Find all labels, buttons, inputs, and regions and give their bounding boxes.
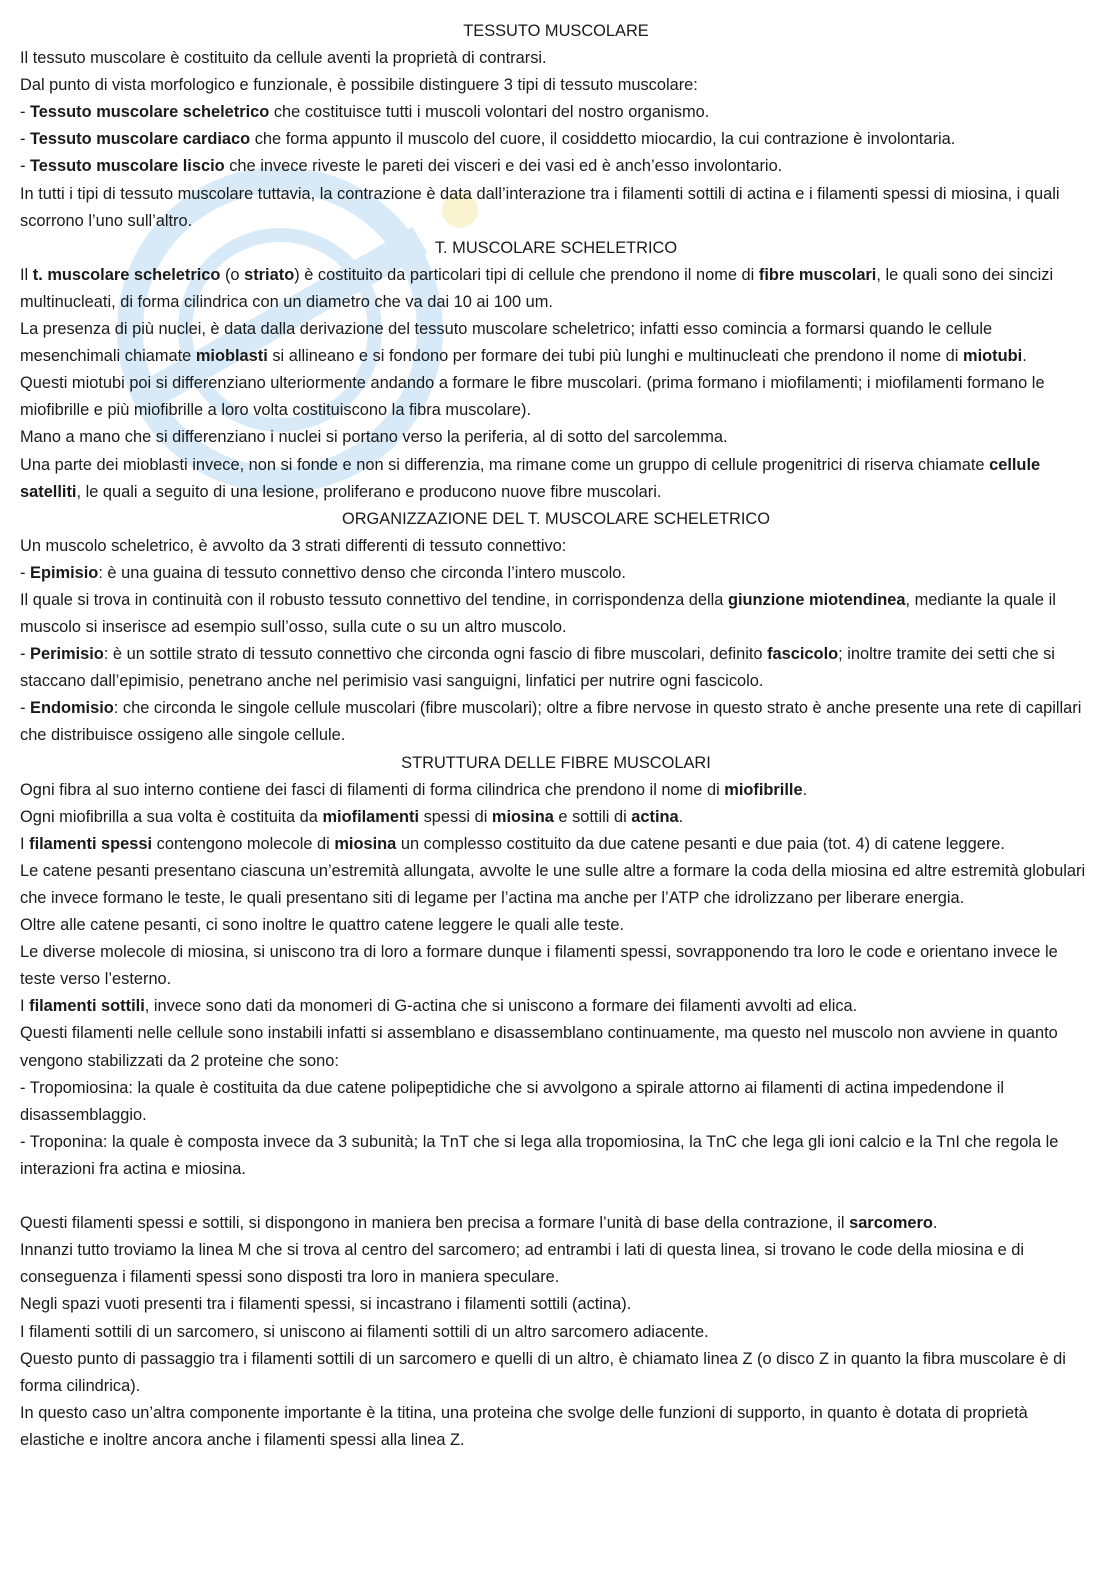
bold-term: sarcomero (849, 1214, 933, 1233)
paragraph (20, 99, 1092, 126)
text-run: - Tropomiosina: la quale è costituita da due catene polipeptidiche che si avvolgono a spirale attorno ai filamenti di actina impedendone il disassemblaggio. (20, 1078, 1005, 1124)
bold-term: filamenti sottili (29, 997, 145, 1016)
paragraph (20, 153, 1092, 180)
bold-term: striato (244, 265, 295, 284)
text-run: Negli spazi vuoti presenti tra i filamenti spessi, si incastrano i filamenti sottili (actina). (20, 1295, 632, 1314)
paragraph (20, 1346, 1092, 1400)
text-run: - (20, 563, 31, 582)
section-heading: T. MUSCOLARE SCHELETRICO (434, 238, 678, 257)
paragraph (20, 1020, 1092, 1074)
paragraph (20, 777, 1092, 804)
text-run: Un muscolo scheletrico, è avvolto da 3 strati differenti di tessuto connettivo: (20, 536, 567, 555)
text-run: I filamenti sottili di un sarcomero, si uniscono ai filamenti sottili di un altro sarcomero adiacente. (20, 1322, 709, 1341)
bold-term: miosina (334, 834, 397, 853)
paragraph (20, 1400, 1092, 1454)
bold-term: cellule satelliti (20, 455, 1041, 501)
paragraph (20, 804, 1092, 831)
paragraph (20, 1075, 1092, 1129)
paragraph (20, 316, 1092, 370)
text-run: - (20, 103, 31, 122)
document-page (20, 18, 1092, 1454)
text-run: Mano a mano che si differenziano i nuclei si portano verso la periferia, al di sotto del sarcolemma. (20, 428, 728, 447)
paragraph (20, 587, 1092, 641)
text-run: In questo caso un’altra componente importante è la titina, una proteina che svolge delle funzioni di supporto, in quanto è dotata di proprietà elastiche e inoltre ancora anche i filamenti spessi alla linea Z. (20, 1403, 1028, 1449)
paragraph (20, 370, 1092, 424)
text-run: In tutti i tipi di tessuto muscolare tuttavia, la contrazione è data dall’interazione tra i filamenti sottili di actina e i filamenti spessi di miosina, i quali scorrono l’uno sull’altro. (20, 184, 1060, 230)
text-run: (o (220, 265, 245, 284)
text-run: . (678, 807, 684, 826)
section-heading: STRUTTURA DELLE FIBRE MUSCOLARI (401, 753, 711, 772)
text-run: I (20, 997, 30, 1016)
text-run: ; inoltre tramite dei setti che si staccano dall’epimisio, penetrano anche nel perimisio vasi sanguigni, linfatici per nutrire ogni fascicolo. (20, 645, 1055, 691)
paragraph (20, 912, 1092, 939)
text-run: - (20, 157, 31, 176)
bold-term: Epimisio (30, 563, 99, 582)
text-run: contengono molecole di (152, 834, 335, 853)
bold-term: Endomisio (30, 699, 114, 718)
bold-term: miofibrille (724, 780, 803, 799)
bold-term: fibre muscolari (758, 265, 877, 284)
text-run: . (932, 1214, 938, 1233)
blank-line (20, 1183, 1092, 1210)
paragraph (20, 452, 1092, 506)
text-run: si allineano e si fondono per formare dei tubi più lunghi e multinucleati che prendono il nome di (267, 347, 963, 366)
bold-term: miosina (491, 807, 554, 826)
text-run: , invece sono dati da monomeri di G-actina che si uniscono a formare dei filamenti avvolti ad elica. (144, 997, 858, 1016)
text-run: - Troponina: la quale è composta invece da 3 subunità; la TnT che si lega alla tropomiosina, la TnC che lega gli ioni calcio e la TnI che regola le interazioni fra actina e miosina. (20, 1132, 1059, 1178)
text-run: - (20, 130, 31, 149)
text-run: , le quali a seguito di una lesione, proliferano e producono nuove fibre muscolari. (76, 482, 662, 501)
paragraph (20, 45, 1092, 72)
paragraph (20, 939, 1092, 993)
paragraph (20, 1291, 1092, 1318)
text-run: Il quale si trova in continuità con il robusto tessuto connettivo del tendine, in corrispondenza della (20, 590, 728, 609)
paragraph (20, 1129, 1092, 1183)
bold-term: actina (631, 807, 679, 826)
bold-term: Tessuto muscolare scheletrico (30, 103, 270, 122)
bold-term: giunzione miotendinea (727, 590, 906, 609)
text-run: un complesso costituito da due catene pesanti e due paia (tot. 4) di catene leggere. (396, 834, 1005, 853)
text-run: I (20, 834, 30, 853)
bold-term: fascicolo (767, 645, 839, 664)
text-run: : è una guaina di tessuto connettivo denso che circonda l’intero muscolo. (98, 563, 626, 582)
paragraph (20, 262, 1092, 316)
text-run: Questi filamenti spessi e sottili, si dispongono in maniera ben precisa a formare l’unità di base della contrazione, il (20, 1214, 850, 1233)
bold-term: Tessuto muscolare cardiaco (30, 130, 251, 149)
paragraph (20, 1210, 1092, 1237)
text-run: La presenza di più nuclei, è data dalla derivazione del tessuto muscolare scheletrico; infatti esso comincia a formarsi quando le cellule mesenchimali chiamate (20, 320, 993, 366)
paragraph (20, 126, 1092, 153)
paragraph (20, 72, 1092, 99)
paragraph (20, 560, 1092, 587)
text-run: . (1022, 347, 1027, 366)
bold-term: mioblasti (195, 347, 268, 366)
text-run: Questi miotubi poi si differenziano ulteriormente andando a formare le fibre muscolari. (prima formano i miofilamenti; i miofilamenti formano le miofibrille e più miofibrille a loro volta costituiscono la fibra muscolare). (20, 374, 1045, 420)
text-run: ) è costituito da particolari tipi di cellule che prendono il nome di (294, 265, 759, 284)
text-run: Questi filamenti nelle cellule sono instabili infatti si assemblano e disassemblano continuamente, ma questo nel muscolo non avviene in quanto vengono stabilizzati da 2 proteine che sono: (20, 1024, 1058, 1070)
paragraph (20, 424, 1092, 451)
text-run: : che circonda le singole cellule muscolari (fibre muscolari); oltre a fibre nervose in questo strato è anche presente una rete di capillari che distribuisce ossigeno alle singole cellule. (20, 699, 1082, 745)
text-run: che costituisce tutti i muscoli volontari del nostro organismo. (269, 103, 710, 122)
text-run: e sottili di (553, 807, 632, 826)
paragraph (20, 993, 1092, 1020)
paragraph (20, 181, 1092, 235)
bold-term: Tessuto muscolare liscio (30, 157, 225, 176)
text-run: spessi di (419, 807, 492, 826)
paragraph (20, 641, 1092, 695)
text-run: Il (20, 265, 33, 284)
paragraph (20, 695, 1092, 749)
text-run: . (802, 780, 808, 799)
text-run: Il tessuto muscolare è costituito da cellule aventi la proprietà di contrarsi. (20, 49, 547, 68)
paragraph (20, 1319, 1092, 1346)
text-run: Una parte dei mioblasti invece, non si fonde e non si differenzia, ma rimane come un gruppo di cellule progenitrici di riserva chiamate (20, 455, 990, 474)
text-run: - (20, 699, 31, 718)
bold-term: filamenti spessi (29, 834, 153, 853)
text-run: Dal punto di vista morfologico e funzionale, è possibile distinguere 3 tipi di tessuto muscolare: (20, 76, 698, 95)
text-run: , le quali sono dei sincizi multinucleati, di forma cilindrica con un diametro che va dai 10 ai 100 um. (20, 265, 1054, 311)
paragraph (20, 1237, 1092, 1291)
text-run: , mediante la quale il muscolo si inserisce ad esempio sull’osso, sulla cute o su un altro muscolo. (20, 590, 1056, 637)
bold-term: miotubi (963, 347, 1023, 366)
text-run: che invece riveste le pareti dei visceri e dei vasi ed è anch’esso involontario. (224, 157, 783, 176)
text-run: Questo punto di passaggio tra i filamenti sottili di un sarcomero e quelli di un altro, è chiamato linea Z (o disco Z in quanto la fibra muscolare è di forma cilindrica). (20, 1349, 1066, 1395)
text-run: Innanzi tutto troviamo la linea M che si trova al centro del sarcomero; ad entrambi i lati di questa linea, si trovano le code della miosina e di conseguenza i filamenti spessi sono disposti tra loro in maniera speculare. (20, 1241, 1024, 1287)
section-heading: TESSUTO MUSCOLARE (463, 22, 649, 40)
bold-term: Perimisio (30, 645, 104, 664)
paragraph (20, 831, 1092, 858)
text-run: : è un sottile strato di tessuto connettivo che circonda ogni fascio di fibre muscolari, definito (103, 645, 768, 664)
section-heading: ORGANIZZAZIONE DEL T. MUSCOLARE SCHELETRICO (341, 509, 771, 528)
paragraph (20, 533, 1092, 560)
text-run: che forma appunto il muscolo del cuore, il cosiddetto miocardio, la cui contrazione è involontaria. (250, 130, 956, 149)
bold-term: t. muscolare scheletrico (32, 265, 221, 284)
text-run: Le diverse molecole di miosina, si uniscono tra di loro a formare dunque i filamenti spessi, sovrapponendo tra loro le code e orientano invece le teste verso l’esterno. (20, 943, 1058, 989)
text-run: Ogni miofibrilla a sua volta è costituita da (20, 807, 323, 826)
text-run: Oltre alle catene pesanti, ci sono inoltre le quattro catene leggere le quali alle teste. (20, 916, 625, 935)
text-run: Ogni fibra al suo interno contiene dei fasci di filamenti di forma cilindrica che prendono il nome di (20, 780, 725, 799)
text-run: Le catene pesanti presentano ciascuna un’estremità allungata, avvolte le une sulle altre a formare la coda della miosina ed altre estremità globulari che invece formano le teste, le quali presentano siti di legame per l’actina ma anche per l’ATP che idrolizzano per liberare energia. (20, 861, 1086, 907)
text-run: - (20, 645, 31, 664)
bold-term: miofilamenti (322, 807, 420, 826)
paragraph (20, 858, 1092, 912)
